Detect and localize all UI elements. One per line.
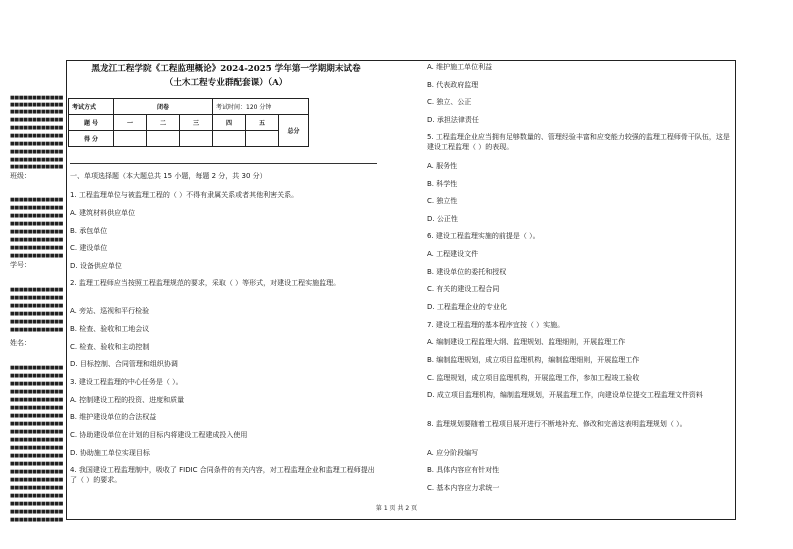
exam-time: 考试时间：120 分钟 xyxy=(213,99,309,115)
section-header: 三 xyxy=(180,115,213,131)
option: A. 编制建设工程监理大纲、监理规划、监理细则，开展监理工作 xyxy=(427,338,626,346)
dot-row: ■■■■■■■■■■■■ xyxy=(10,149,64,155)
option: D. 成立项目监理机构，编制监理规划，开展监理工作，向建设单位提交工程监理文件资料 xyxy=(427,391,703,399)
dot-row: ■■■■■■■■■■■■ xyxy=(10,477,64,483)
question-stem: 7. 建设工程监理的基本程序宜按（ ）实施。 xyxy=(427,321,565,329)
dot-row: ■■■■■■■■■■■■ xyxy=(10,437,64,443)
dot-row: ■■■■■■■■■■■■ xyxy=(10,319,64,325)
option: C. 基本内容应力求统一 xyxy=(427,484,500,492)
dot-row: ■■■■■■■■■■■■ xyxy=(10,405,64,411)
option: A. 服务性 xyxy=(427,162,458,170)
total-label: 总分 xyxy=(279,115,309,147)
section-header: 一 xyxy=(114,115,147,131)
score-table xyxy=(68,98,309,147)
question-no-label: 题 号 xyxy=(69,115,114,131)
option: B. 代表政府监理 xyxy=(427,81,479,89)
question-stem: 1. 工程监理单位与被监理工程的（ ）不得有隶属关系或者其他利害关系。 xyxy=(70,191,299,199)
option: B. 维护建设单位的合法权益 xyxy=(70,413,157,421)
score-label: 得 分 xyxy=(69,131,114,147)
section-header: 四 xyxy=(213,115,246,131)
dot-row: ■■■■■■■■■■■■ xyxy=(10,245,64,251)
question-stem: 5. 工程监理企业应当拥有足够数量的、管理经验丰富和应变能力较强的监理工程师骨干队伍，这是建设工程监理（ ）的表现。 xyxy=(427,133,730,151)
dot-row: ■■■■■■■■■■■■ xyxy=(10,493,64,499)
dot-row: ■■■■■■■■■■■■ xyxy=(10,327,64,333)
option: D. 承担法律责任 xyxy=(427,116,479,124)
score-cell[interactable] xyxy=(246,131,279,147)
dot-row: ■■■■■■■■■■■■ xyxy=(10,413,64,419)
question-stem: 3. 建设工程监理的中心任务是（ ）。 xyxy=(70,378,183,386)
question-stem: 6. 建设工程监理实施的前提是（ ）。 xyxy=(427,232,540,240)
dot-row: ■■■■■■■■■■■■ xyxy=(10,421,64,427)
option: C. 监理规划，成立项目监理机构，开展监理工作，参加工程竣工验收 xyxy=(427,374,640,382)
option: A. 旁站、巡视和平行检验 xyxy=(70,307,150,315)
dot-row: ■■■■■■■■■■■■ xyxy=(10,213,64,219)
dot-row: ■■■■■■■■■■■■ xyxy=(10,381,64,387)
option: A. 工程建设文件 xyxy=(427,250,479,258)
name-label: 姓名： xyxy=(10,339,31,347)
question-stem: 8. 监理规划要随着工程项目展开进行不断地补充、修改和完善这表明监理规划（ ）。 xyxy=(427,420,687,428)
dot-row: ■■■■■■■■■■■■ xyxy=(10,389,64,395)
page-number: 第 1 页 共 2 页 xyxy=(375,505,418,512)
option: A. 应分阶段编写 xyxy=(427,449,479,457)
dot-row: ■■■■■■■■■■■■ xyxy=(10,133,64,139)
dot-row: ■■■■■■■■■■■■ xyxy=(10,221,64,227)
score-cell[interactable] xyxy=(147,131,180,147)
section-heading: 一、单项选择题（本大题总共 15 小题，每题 2 分，共 30 分） xyxy=(70,172,267,180)
option: B. 科学性 xyxy=(427,180,458,188)
exam-info-row xyxy=(69,99,309,115)
dot-row: ■■■■■■■■■■■■ xyxy=(10,141,64,147)
score-cell[interactable] xyxy=(213,131,246,147)
option: C. 独立性 xyxy=(427,197,458,205)
dot-row: ■■■■■■■■■■■■ xyxy=(10,109,64,115)
exam-subtitle: （土木工程专业群配套课）（A） xyxy=(164,78,288,88)
student-id-label: 学号： xyxy=(10,261,31,269)
dot-row: ■■■■■■■■■■■■ xyxy=(10,197,64,203)
dot-row: ■■■■■■■■■■■■ xyxy=(10,295,64,301)
exam-mode-value: 闭卷 xyxy=(114,99,213,115)
option: A. 维护施工单位利益 xyxy=(427,63,493,71)
score-row xyxy=(69,131,309,147)
dot-row: ■■■■■■■■■■■■ xyxy=(10,485,64,491)
option: B. 建设单位的委托和授权 xyxy=(427,268,507,276)
exam-title: 黑龙江工程学院《工程监理概论》2024-2025 学年第一学期期末试卷 xyxy=(91,64,361,74)
dot-row: ■■■■■■■■■■■■ xyxy=(10,125,64,131)
option: B. 编制监理规划，成立项目监理机构，编制监理细则，开展监理工作 xyxy=(427,356,640,364)
dot-row: ■■■■■■■■■■■■ xyxy=(10,429,64,435)
dot-row: ■■■■■■■■■■■■ xyxy=(10,164,64,170)
option: D. 设备供应单位 xyxy=(70,262,122,270)
dot-row: ■■■■■■■■■■■■ xyxy=(10,517,64,523)
dot-row: ■■■■■■■■■■■■ xyxy=(10,311,64,317)
score-cell[interactable] xyxy=(114,131,147,147)
dot-row: ■■■■■■■■■■■■ xyxy=(10,229,64,235)
exam-mode-label: 考试方式 xyxy=(69,99,114,115)
option: C. 协助建设单位在计划的目标内将建设工程建成投入使用 xyxy=(70,431,248,439)
dot-row: ■■■■■■■■■■■■ xyxy=(10,287,64,293)
option: D. 协助施工单位实现目标 xyxy=(70,449,150,457)
dot-row: ■■■■■■■■■■■■ xyxy=(10,373,64,379)
class-label: 班级： xyxy=(10,172,31,180)
option: C. 独立、公正 xyxy=(427,98,472,106)
option: D. 目标控制、合同管理和组织协调 xyxy=(70,360,178,368)
dot-row: ■■■■■■■■■■■■ xyxy=(10,95,64,101)
dot-row: ■■■■■■■■■■■■ xyxy=(10,303,64,309)
dot-row: ■■■■■■■■■■■■ xyxy=(10,501,64,507)
score-cell[interactable] xyxy=(180,131,213,147)
option: B. 承包单位 xyxy=(70,227,108,235)
dot-row: ■■■■■■■■■■■■ xyxy=(10,461,64,467)
option: C. 检查、验收和主动控制 xyxy=(70,343,150,351)
dot-row: ■■■■■■■■■■■■ xyxy=(10,397,64,403)
option: B. 检查、验收和工地会议 xyxy=(70,325,150,333)
dot-row: ■■■■■■■■■■■■ xyxy=(10,445,64,451)
option: B. 具体内容应有针对性 xyxy=(427,466,500,474)
option: C. 有关的建设工程合同 xyxy=(427,285,500,293)
question-number-row xyxy=(69,115,309,131)
dot-row: ■■■■■■■■■■■■ xyxy=(10,365,64,371)
question-stem: 2. 监理工程师应当按照工程监理规范的要求，采取（ ）等形式，对建设工程实施监理。 xyxy=(70,279,341,287)
header-divider xyxy=(70,163,377,164)
section-header: 二 xyxy=(147,115,180,131)
question-stem: 4. 我国建设工程监理制中，吸收了 FIDIC 合同条件的有关内容，对工程监理企业和监理工程师提出了（ ）的要求。 xyxy=(70,466,375,484)
dot-row: ■■■■■■■■■■■■ xyxy=(10,237,64,243)
dot-row: ■■■■■■■■■■■■ xyxy=(10,253,64,259)
dot-row: ■■■■■■■■■■■■ xyxy=(10,453,64,459)
option: C. 建设单位 xyxy=(70,244,108,252)
option: A. 控制建设工程的投资、进度和质量 xyxy=(70,396,185,404)
exam-header xyxy=(70,62,382,90)
option: D. 公正性 xyxy=(427,215,458,223)
option: D. 工程监理企业的专业化 xyxy=(427,303,507,311)
dot-row: ■■■■■■■■■■■■ xyxy=(10,469,64,475)
dot-row: ■■■■■■■■■■■■ xyxy=(10,157,64,163)
dot-row: ■■■■■■■■■■■■ xyxy=(10,509,64,515)
dot-row: ■■■■■■■■■■■■ xyxy=(10,102,64,108)
dot-row: ■■■■■■■■■■■■ xyxy=(10,117,64,123)
option: A. 建筑材料供应单位 xyxy=(70,209,136,217)
dot-row: ■■■■■■■■■■■■ xyxy=(10,205,64,211)
section-header: 五 xyxy=(246,115,279,131)
